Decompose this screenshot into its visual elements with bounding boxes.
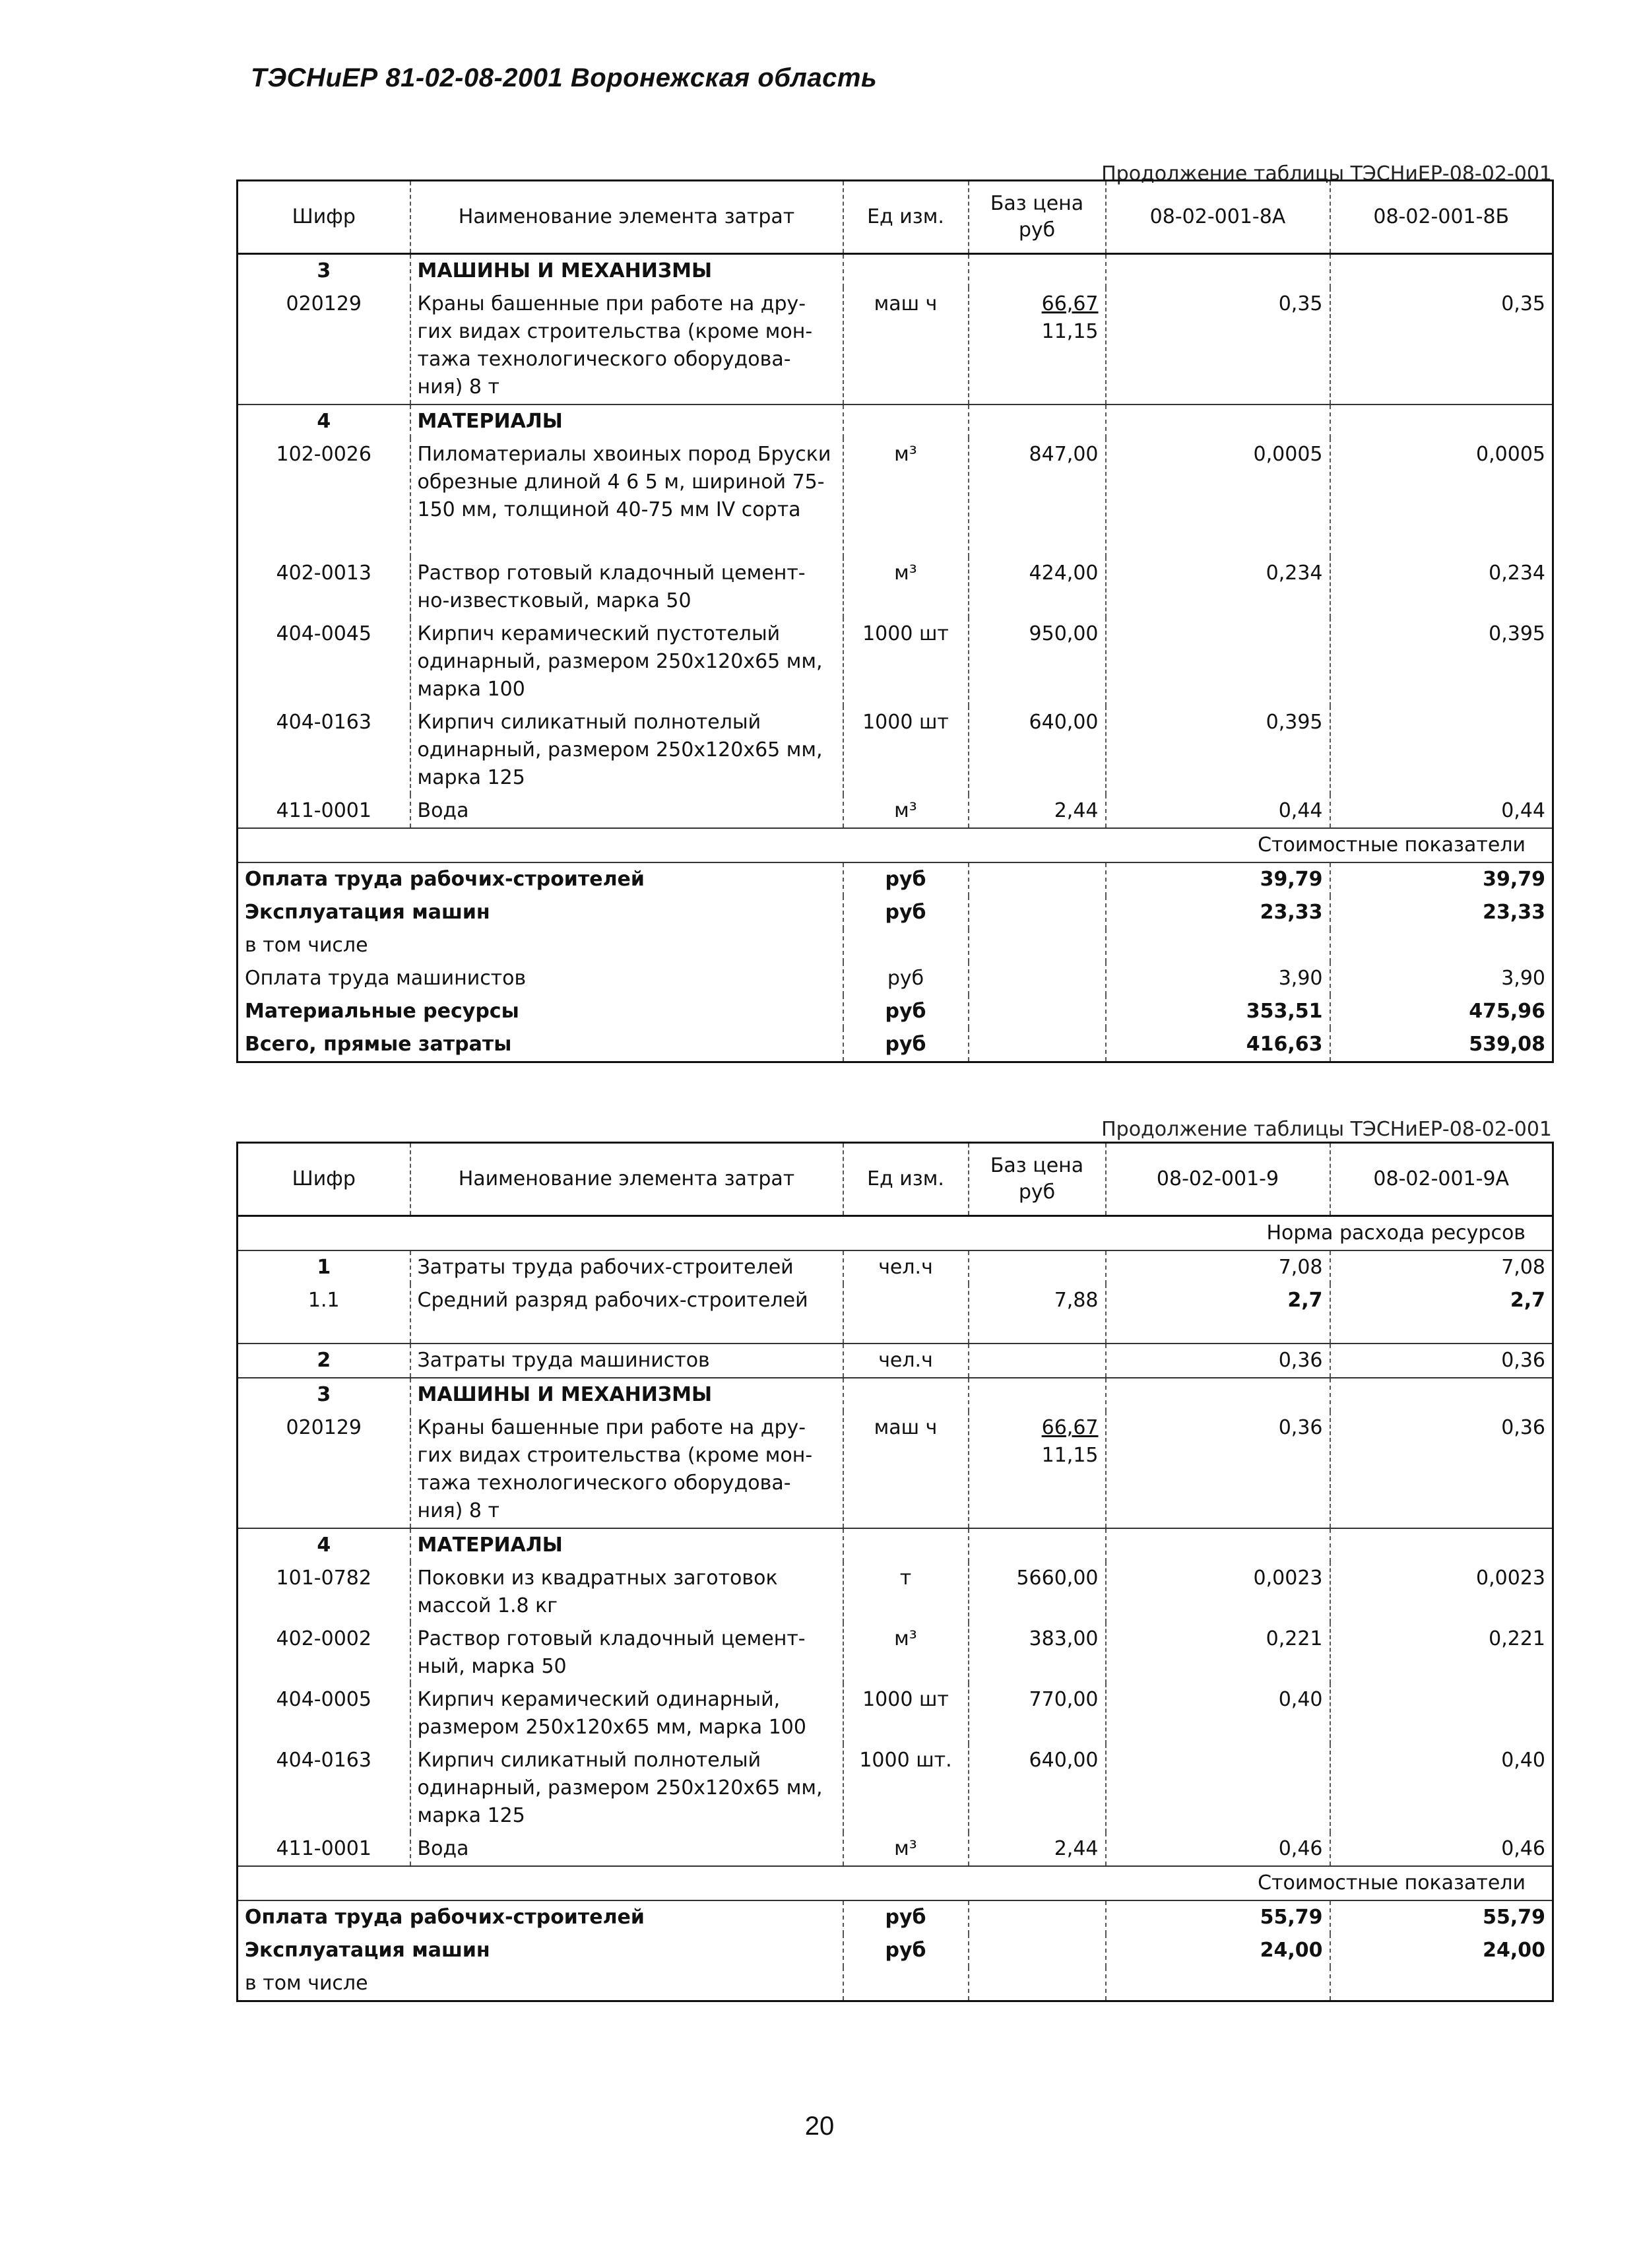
row-value-b: 0,234	[1330, 557, 1553, 618]
row-unit: м³	[843, 557, 969, 618]
row-value-a	[1106, 618, 1330, 706]
section-row	[238, 1378, 1553, 1411]
header-col-a: 08-02-001-8А	[1106, 181, 1330, 254]
row-price: 640,00	[969, 706, 1106, 794]
row-value-a: 2,7	[1106, 1284, 1330, 1344]
table1-caption: Продолжение таблицы ТЭСНиЕР-08-02-001	[1101, 162, 1552, 185]
totals-unit: руб	[843, 896, 969, 929]
row-name: Средний разряд рабочих-строителей	[410, 1284, 843, 1344]
totals-value-b: 23,33	[1330, 896, 1553, 929]
totals-unit: руб	[843, 862, 969, 896]
row-price: 383,00	[969, 1623, 1106, 1683]
row-name: Поковки из квадратных заготовок массой 1.8 кг	[410, 1562, 843, 1623]
row-name: Вода	[410, 1832, 843, 1866]
row-value-a: 0,0005	[1106, 438, 1330, 557]
row-price-2: 11,15	[1041, 1444, 1099, 1467]
header-price: Баз цена руб	[969, 181, 1106, 254]
table-row	[238, 1744, 1553, 1832]
norm-banner: Норма расхода ресурсов	[238, 1216, 1553, 1251]
row-value-b: 0,36	[1330, 1344, 1553, 1378]
cost-banner: Стоимостные показатели	[238, 828, 1553, 862]
row-value-b: 0,44	[1330, 794, 1553, 828]
totals-label: Всего, прямые затраты	[245, 1033, 512, 1056]
row-value-b: 0,36	[1330, 1411, 1553, 1528]
row-price-1: 66,67	[1041, 1416, 1099, 1439]
table-row	[238, 288, 1553, 405]
totals-value-a: 3,90	[1106, 962, 1330, 995]
row-code: 411-0001	[276, 799, 371, 822]
row-price: 640,00	[969, 1744, 1106, 1832]
row-price	[969, 288, 1106, 405]
section-title: МАШИНЫ И МЕХАНИЗМЫ	[410, 254, 843, 288]
norm-banner-row	[238, 1216, 1553, 1251]
header-col-a: 08-02-001-9	[1106, 1143, 1330, 1216]
totals-row	[238, 896, 1553, 929]
section-title: МАТЕРИАЛЫ	[410, 1528, 843, 1562]
row-value-b	[1330, 1683, 1553, 1744]
row-code: 404-0005	[276, 1688, 371, 1711]
row-value-a: 0,44	[1106, 794, 1330, 828]
row-name: Пиломатериалы хвоиных пород Бруски обрезные длиной 4 6 5 м, шириной 75-150 мм, толщиной 40-75 мм IV сорта	[410, 438, 843, 557]
totals-label: в том числе	[245, 1972, 368, 1995]
table2-caption: Продолжение таблицы ТЭСНиЕР-08-02-001	[1101, 1118, 1552, 1141]
table-row	[238, 706, 1553, 794]
row-value-a: 0,0023	[1106, 1562, 1330, 1623]
row-name: Затраты труда машинистов	[410, 1344, 843, 1378]
table1-header-row	[238, 181, 1553, 254]
row-unit: чел.ч	[843, 1344, 969, 1378]
section-number: 3	[238, 1378, 410, 1411]
row-price-2: 11,15	[1041, 320, 1099, 343]
row-code: 102-0026	[276, 443, 371, 466]
row-code: 101-0782	[276, 1567, 371, 1590]
row-unit: чел.ч	[843, 1250, 969, 1284]
header-col-b: 08-02-001-8Б	[1330, 181, 1553, 254]
totals-label: Оплата труда рабочих-строителей	[245, 868, 645, 891]
row-value-b: 0,0023	[1330, 1562, 1553, 1623]
row-unit: м³	[843, 1832, 969, 1866]
totals-value-a: 24,00	[1106, 1934, 1330, 1967]
section-number: 4	[238, 405, 410, 438]
row-code: 1.1	[307, 1289, 340, 1312]
row-name: Раствор готовый кладочный цемент-ный, марка 50	[410, 1623, 843, 1683]
row-value-a: 0,234	[1106, 557, 1330, 618]
section-row	[238, 254, 1553, 288]
table-row	[238, 1683, 1553, 1744]
table-row	[238, 438, 1553, 557]
row-unit: 1000 шт	[843, 706, 969, 794]
totals-unit: руб	[843, 962, 969, 995]
row-value-b: 7,08	[1330, 1250, 1553, 1284]
row-name: Краны башенные при работе на дру-гих видах строительства (кроме мон-тажа технологического оборудова-ния) 8 т	[410, 1411, 843, 1528]
totals-row	[238, 929, 1553, 962]
totals-label: Оплата труда машинистов	[245, 967, 527, 990]
cost-banner-row	[238, 828, 1553, 862]
row-unit: т	[843, 1562, 969, 1623]
row-value-a	[1106, 1744, 1330, 1832]
totals-row	[238, 1967, 1553, 2001]
row-price: 5660,00	[969, 1562, 1106, 1623]
header-price: Баз цена руб	[969, 1143, 1106, 1216]
row-code: 020129	[286, 1416, 362, 1439]
row-unit: маш ч	[843, 288, 969, 405]
totals-value-a	[1106, 929, 1330, 962]
table1	[236, 179, 1554, 1063]
totals-value-b: 24,00	[1330, 1934, 1553, 1967]
section-number: 4	[238, 1528, 410, 1562]
totals-unit	[843, 929, 969, 962]
row-value-a: 0,395	[1106, 706, 1330, 794]
row-price-1: 66,67	[1041, 292, 1099, 315]
row-unit: 1000 шт	[843, 618, 969, 706]
section-title: МАТЕРИАЛЫ	[410, 405, 843, 438]
totals-label: Эксплуатация машин	[245, 901, 490, 924]
table-row	[238, 1284, 1553, 1344]
row-value-b: 0,221	[1330, 1623, 1553, 1683]
row-unit: м³	[843, 438, 969, 557]
cost-banner-row	[238, 1866, 1553, 1900]
header-unit: Ед изм.	[843, 181, 969, 254]
row-code: 020129	[286, 292, 362, 315]
header-unit: Ед изм.	[843, 1143, 969, 1216]
totals-row	[238, 1028, 1553, 1062]
row-name: Вода	[410, 794, 843, 828]
row-price: 2,44	[969, 1832, 1106, 1866]
totals-unit: руб	[843, 1934, 969, 1967]
row-price: 7,88	[969, 1284, 1106, 1344]
table-row	[238, 1411, 1553, 1528]
row-code: 404-0163	[276, 1749, 371, 1772]
header-name: Наименование элемента затрат	[410, 181, 843, 254]
totals-label: Оплата труда рабочих-строителей	[245, 1906, 645, 1929]
row-unit: маш ч	[843, 1411, 969, 1528]
row-price: 424,00	[969, 557, 1106, 618]
section-number: 3	[317, 259, 331, 282]
row-value-a: 0,221	[1106, 1623, 1330, 1683]
row-code: 411-0001	[276, 1837, 371, 1860]
totals-value-a: 55,79	[1106, 1900, 1330, 1934]
row-code: 404-0163	[276, 711, 371, 734]
totals-value-b: 539,08	[1330, 1028, 1553, 1062]
row-value-a: 0,46	[1106, 1832, 1330, 1866]
table-row	[238, 1250, 1553, 1284]
row-name: Раствор готовый кладочный цемент-но-известковый, марка 50	[410, 557, 843, 618]
totals-value-b: 55,79	[1330, 1900, 1553, 1934]
table-row	[238, 1344, 1553, 1378]
row-name: Кирпич керамический одинарный, размером 250x120x65 мм, марка 100	[410, 1683, 843, 1744]
header-col-b: 08-02-001-9А	[1330, 1143, 1553, 1216]
row-name: Кирпич силикатный полнотелый одинарный, размером 250x120x65 мм, марка 125	[410, 706, 843, 794]
totals-label: Материальные ресурсы	[245, 1000, 519, 1023]
row-code: 402-0002	[276, 1627, 371, 1650]
totals-row	[238, 1900, 1553, 1934]
row-value-b: 0,395	[1330, 618, 1553, 706]
row-unit: м³	[843, 1623, 969, 1683]
row-value-a: 0,35	[1106, 288, 1330, 405]
cost-banner: Стоимостные показатели	[238, 1866, 1553, 1900]
table-row	[238, 557, 1553, 618]
table-row	[238, 794, 1553, 828]
row-name: Кирпич керамический пустотелый одинарный, размером 250x120x65 мм, марка 100	[410, 618, 843, 706]
totals-value-a: 353,51	[1106, 995, 1330, 1028]
row-value-a: 0,36	[1106, 1344, 1330, 1378]
totals-label: в том числе	[245, 934, 368, 957]
row-price: 2,44	[969, 794, 1106, 828]
totals-value-a: 23,33	[1106, 896, 1330, 929]
row-value-b: 2,7	[1330, 1284, 1553, 1344]
row-name: Кирпич силикатный полнотелый одинарный, размером 250x120x65 мм, марка 125	[410, 1744, 843, 1832]
section-row	[238, 1528, 1553, 1562]
totals-value-a: 416,63	[1106, 1028, 1330, 1062]
row-unit: 1000 шт.	[843, 1744, 969, 1832]
row-value-b: 0,35	[1330, 288, 1553, 405]
row-price	[969, 1411, 1106, 1528]
totals-label: Эксплуатация машин	[245, 1939, 490, 1962]
row-code: 1	[317, 1256, 331, 1279]
totals-value-b	[1330, 1967, 1553, 2001]
totals-value-b: 475,96	[1330, 995, 1553, 1028]
table-row	[238, 1562, 1553, 1623]
header-code: Шифр	[238, 181, 410, 254]
table-row	[238, 618, 1553, 706]
table2-header-row	[238, 1143, 1553, 1216]
header-code: Шифр	[238, 1143, 410, 1216]
row-value-b: 0,40	[1330, 1744, 1553, 1832]
row-value-a: 7,08	[1106, 1250, 1330, 1284]
section-row	[238, 405, 1553, 438]
row-unit: 1000 шт	[843, 1683, 969, 1744]
table2	[236, 1142, 1554, 2002]
row-name: Затраты труда рабочих-строителей	[410, 1250, 843, 1284]
totals-row	[238, 995, 1553, 1028]
document-header: ТЭСНиЕР 81-02-08-2001 Воронежская область	[251, 63, 878, 92]
totals-row	[238, 962, 1553, 995]
header-name: Наименование элемента затрат	[410, 1143, 843, 1216]
row-price: 847,00	[969, 438, 1106, 557]
row-price: 950,00	[969, 618, 1106, 706]
row-value-b: 0,0005	[1330, 438, 1553, 557]
table-row	[238, 1832, 1553, 1866]
totals-value-b: 3,90	[1330, 962, 1553, 995]
section-title: МАШИНЫ И МЕХАНИЗМЫ	[410, 1378, 843, 1411]
totals-unit: руб	[843, 995, 969, 1028]
totals-value-a: 39,79	[1106, 862, 1330, 896]
row-code: 404-0045	[276, 622, 371, 645]
table-row	[238, 1623, 1553, 1683]
page-number: 20	[804, 2112, 835, 2141]
row-unit: м³	[843, 794, 969, 828]
totals-unit	[843, 1967, 969, 2001]
row-name: Краны башенные при работе на дру-гих видах строительства (кроме мон-тажа технологического оборудова-ния) 8 т	[410, 288, 843, 405]
row-code: 402-0013	[276, 562, 371, 585]
row-value-b: 0,46	[1330, 1832, 1553, 1866]
row-value-a: 0,40	[1106, 1683, 1330, 1744]
row-value-a: 0,36	[1106, 1411, 1330, 1528]
totals-unit: руб	[843, 1028, 969, 1062]
totals-unit: руб	[843, 1900, 969, 1934]
row-price: 770,00	[969, 1683, 1106, 1744]
row-code: 2	[238, 1344, 410, 1378]
totals-value-a	[1106, 1967, 1330, 2001]
totals-row	[238, 1934, 1553, 1967]
totals-row	[238, 862, 1553, 896]
totals-value-b	[1330, 929, 1553, 962]
row-value-b	[1330, 706, 1553, 794]
totals-value-b: 39,79	[1330, 862, 1553, 896]
